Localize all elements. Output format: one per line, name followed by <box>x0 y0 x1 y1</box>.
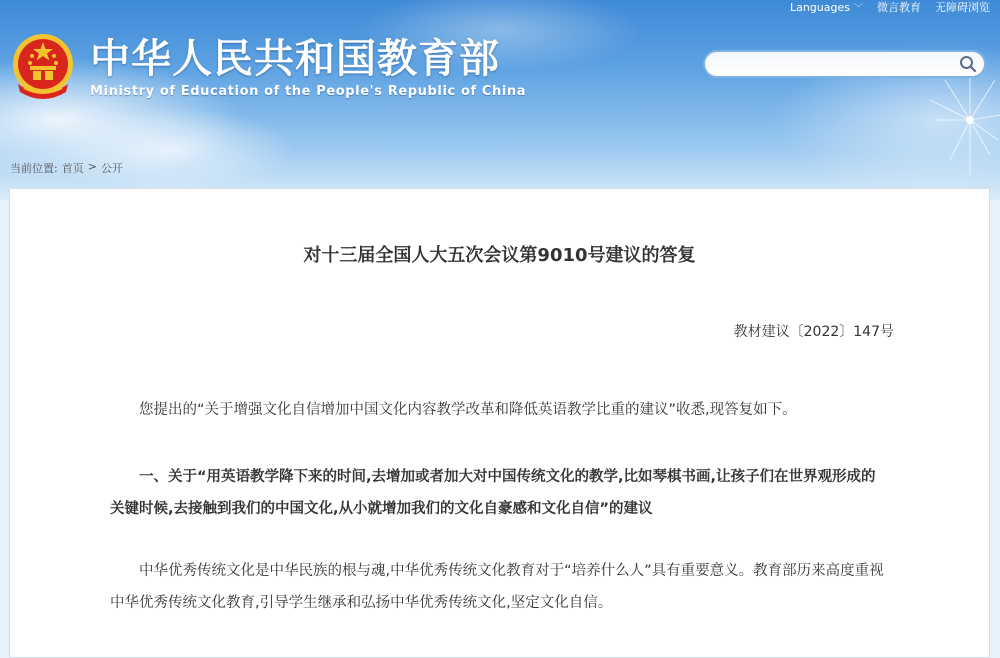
paragraph-intro: 您提出的“关于增强文化自信增加中国文化内容教学改革和降低英语教学比重的建议”收悉,现答复如下。 <box>139 402 797 418</box>
breadcrumb-separator: > <box>87 160 97 173</box>
breadcrumb-current[interactable]: 公开 <box>100 162 123 175</box>
dandelion-decoration <box>910 60 1000 180</box>
header-banner <box>0 0 1000 200</box>
search-icon[interactable] <box>958 54 978 74</box>
document-number: 教材建议〔2022〕147号 <box>733 324 894 340</box>
chevron-down-icon: ﹀ <box>853 3 863 14</box>
breadcrumb-label: 当前位置: <box>10 162 58 175</box>
document-title: 对十三届全国人大五次会议第9010号建议的答复 <box>303 245 696 266</box>
site-subtitle: Ministry of Education of the People's Republic of China <box>90 84 527 99</box>
search-box <box>703 50 986 78</box>
breadcrumb-home[interactable]: 首页 <box>61 162 84 175</box>
paragraph-heading: 一、关于“用英语教学降下来的时间,去增加或者加大对中国传统文化的教学,比如琴棋书画,让孩子们在世界观形成的关键时候,去接触到我们的中国文化,从小就增加我们的文化自豪感和文化自信”的建议 <box>110 469 876 517</box>
paragraph-body: 中华优秀传统文化是中华民族的根与魂,中华优秀传统文化教育对于“培养什么人”具有重要意义。教育部历来高度重视中华优秀传统文化教育,引导学生继承和弘扬中华优秀传统文化,坚定文化自信。 <box>110 563 884 611</box>
languages-menu[interactable] <box>790 1 863 14</box>
search-input[interactable] <box>717 54 951 76</box>
top-utility-bar <box>790 0 990 14</box>
wechat-link[interactable]: 微言教育 <box>877 1 921 14</box>
site-title[interactable]: 中华人民共和国教育部 <box>90 36 500 82</box>
languages-label: Languages <box>789 0 850 14</box>
national-emblem-icon[interactable] <box>10 32 76 100</box>
accessibility-link[interactable]: 无障碍浏览 <box>935 1 990 14</box>
content-panel <box>9 188 990 658</box>
breadcrumb <box>10 160 123 176</box>
